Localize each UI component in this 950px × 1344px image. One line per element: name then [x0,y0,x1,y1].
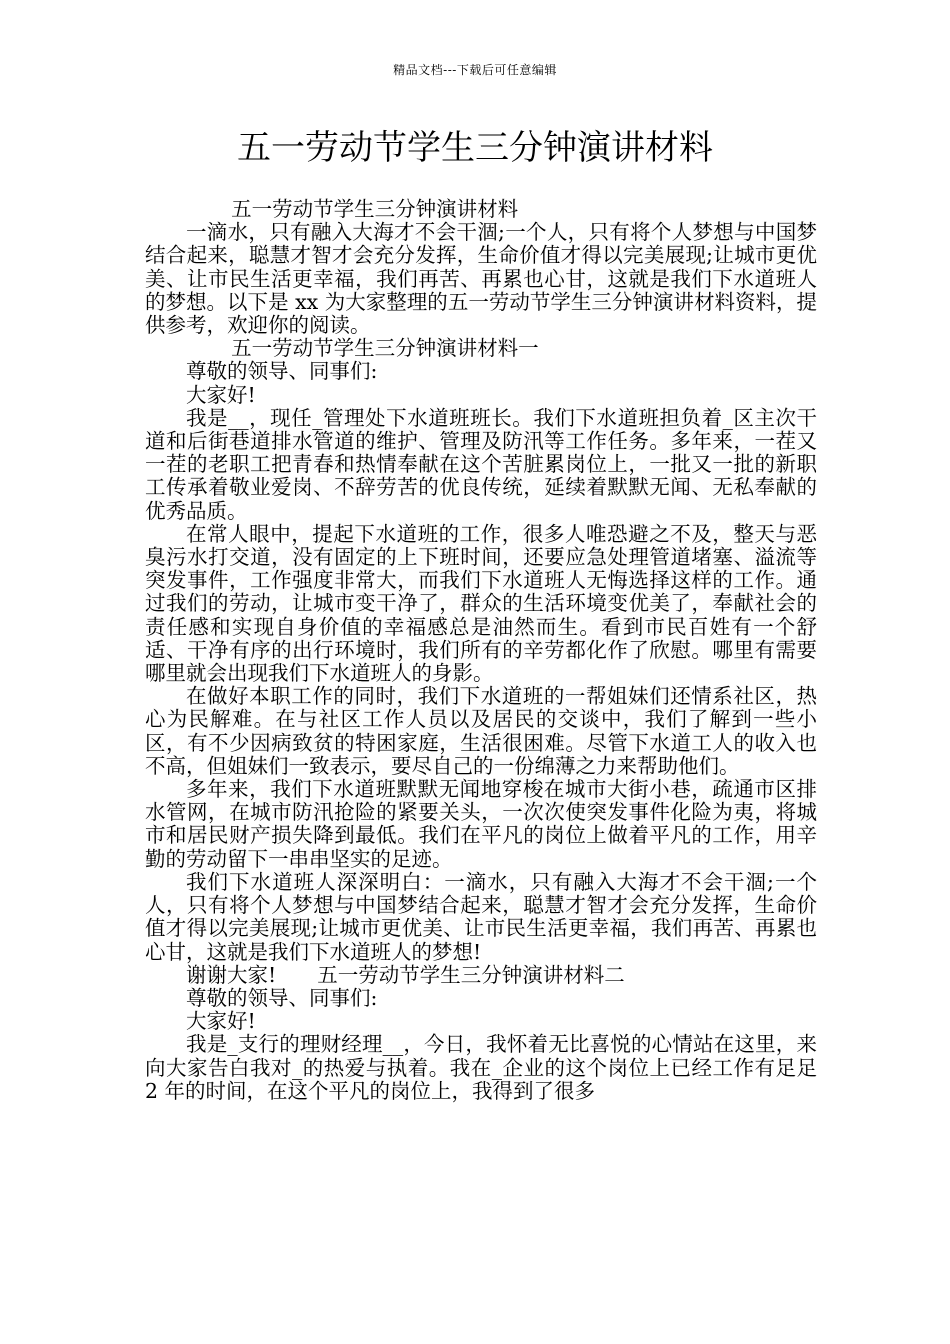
subtitle-paragraph: 五一劳动节学生三分钟演讲材料 [231,197,519,221]
intro-paragraph: 一滴水，只有融入大海才不会干涸;一个人，只有将个人梦想与中国梦结合起来，聪慧才智才会充分发挥，生命价值才得以完美展现;让城市更优美、让市民生活更幸福，我们再苦、再累也心甘，这就是我们下水道班人的梦想。以下是 xx 为大家整理的五一劳动节学生三分钟演讲材料资料，提供参考，欢迎你的阅读。 [145,220,817,338]
body-paragraph: 在常人眼中，提起下水道班的工作，很多人唯恐避之不及，整天与恶臭污水打交道，没有固定的上下班时间，还要应急处理管道堵塞、溢流等突发事件，工作强度非常大，而我们下水道班人无悔选择这样的工作。通过我们的劳动，让城市变干净了，群众的生活环境变优美了，奉献社会的责任感和实现自身价值的幸福感总是油然而生。看到市民百姓有一个舒适、干净有序的出行环境时，我们所有的辛劳都化作了欣慰。哪里有需要哪里就会出现我们下水道班人的身影。 [145,521,817,686]
body-paragraph: 我是_支行的理财经理__，今日，我怀着无比喜悦的心情站在这里，来向大家告白我对_的热爱与执着。我在_企业的这个岗位上已经工作有足足 2 年的时间，在这个平凡的岗位上，我得到了很多 [145,1032,817,1103]
section-one-heading: 五一劳动节学生三分钟演讲材料一 [231,336,539,361]
body-paragraph: 我是__，现任_管理处下水道班班长。我们下水道班担负着_区主次干道和后街巷道排水管道的维护、管理及防汛等工作任务。多年来，一茬又一茬的老职工把青春和热情奉献在这个苦脏累岗位上，一批又一批的新职工传承着敬业爱岗、不辞劳苦的优良传统，延续着默默无闻、无私奉献的优秀品质。 [145,405,817,523]
closing-and-section-two-heading: 谢谢大家! 五一劳动节学生三分钟演讲材料二 [186,962,625,987]
document-body [145,198,817,1103]
body-paragraph: 在做好本职工作的同时，我们下水道班的一帮姐妹们还情系社区，热心为民解难。在与社区工作人员以及居民的交谈中，我们了解到一些小区，有不少因病致贫的特困家庭，生活很困难。尽管下水道工人的收入也不高，但姐妹们一致表示，要尽自己的一份绵薄之力来帮助他们。 [145,684,817,778]
page-header-note: 精品文档---下载后可任意编辑 [393,63,557,77]
document-title: 五一劳动节学生三分钟演讲材料 [237,128,713,168]
body-paragraph: 多年来，我们下水道班默默无闻地穿梭在城市大街小巷，疏通市区排水管网，在城市防汛抢险的紧要关头，一次次使突发事件化险为夷，将城市和居民财产损失降到最低。我们在平凡的岗位上做着平凡的工作，用辛勤的劳动留下一串串坚实的足迹。 [145,777,817,871]
greeting-paragraph: 大家好! [186,382,256,407]
body-paragraph: 我们下水道班人深深明白：一滴水，只有融入大海才不会干涸;一个人，只有将个人梦想与中国梦结合起来，聪慧才智才会充分发挥，生命价值才得以完美展现;让城市更优美、让市民生活更幸福，我们再苦、再累也心甘，这就是我们下水道班人的梦想! [145,869,817,964]
salutation-paragraph: 尊敬的领导、同事们: [186,359,378,384]
salutation-paragraph: 尊敬的领导、同事们: [186,985,378,1010]
greeting-paragraph: 大家好! [186,1009,256,1034]
